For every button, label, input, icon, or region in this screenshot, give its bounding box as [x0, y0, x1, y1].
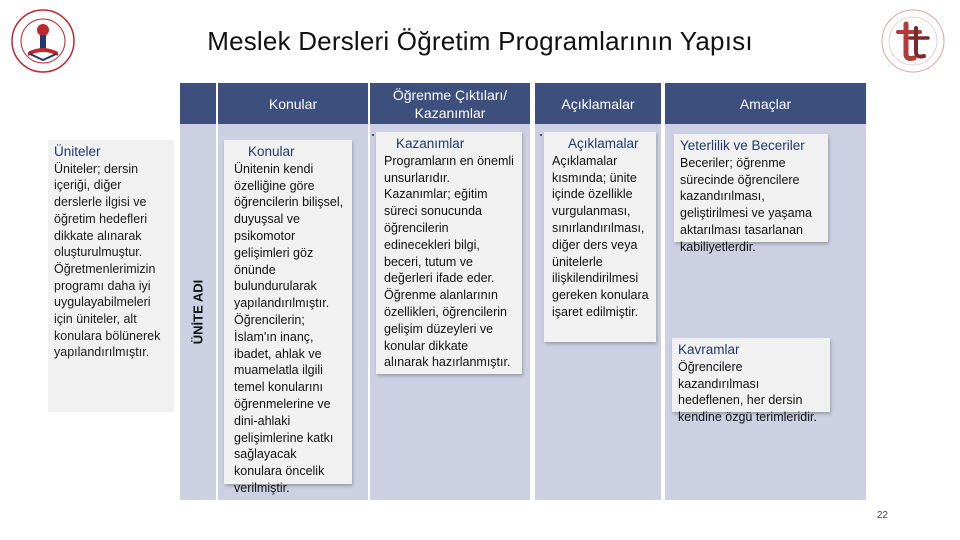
tt-logo-icon	[880, 8, 946, 74]
aciklamalar-card	[544, 132, 656, 342]
uniteler-text: Üniteler; dersin içeriği, diğer derslerle ilgisi ve öğretim hedefleri dikkate alınarak oluşturulmuştur. Öğretmenlerimizin programı daha iyi uygulayabilmeleri için üniteler, alt konulara bölünerek yapılandırılmıştır.	[54, 161, 161, 360]
konular-card-text: Ünitenin kendi özelliğine göre öğrencilerin bilişsel, duyuşsal ve psikomotor gelişimleri göz önünde bulundurularak yapılandırılmıştır. Öğrencilerin; İslam'ın inanç, ibadet, ahlak ve muamelatla ilgili temel konularını öğrenmelerine ve dini-ahlaki gelişimlerine katkı sağlayacak konulara öncelik verilmiştir.	[234, 161, 344, 495]
yeterlilik-card-heading: Yeterlilik ve Beceriler	[680, 138, 805, 153]
header-kazanimlar: Öğrenme Çıktıları/ Kazanımlar	[370, 83, 530, 124]
header-corner	[180, 83, 216, 124]
marker-dot	[372, 134, 374, 136]
slide-title: Meslek Dersleri Öğretim Programlarının Yapısı	[207, 26, 753, 56]
header-aciklamalar: Açıklamalar	[535, 83, 661, 124]
uniteler-box	[48, 140, 174, 412]
page-number: 22	[876, 510, 888, 521]
meb-logo-icon	[10, 8, 76, 74]
kazanimlar-card-heading: Kazanımlar	[396, 136, 465, 151]
konular-card-heading: Konular	[248, 144, 295, 159]
aciklamalar-card-text: Açıklamalar kısmında; ünite içinde özellikle vurgulanması, sınırlandırılması, diğer ders veya ünitelerle ilişkilendirilmesi gereken konulara işaret edilmiştir.	[552, 153, 649, 319]
konular-card	[224, 140, 352, 495]
header-amaclar: Amaçlar	[665, 83, 866, 124]
header-konular: Konular	[218, 83, 368, 124]
kazanimlar-card	[376, 132, 522, 374]
kavramlar-card-heading: Kavramlar	[678, 342, 740, 357]
kavramlar-card	[672, 338, 830, 425]
yeterlilik-card	[674, 134, 828, 254]
yeterlilik-card-text: Beceriler; öğrenme sürecinde öğrencilere kazandırılması, geliştirilmesi ve yaşama aktarılması tasarlanan kabiliyetlerdir.	[680, 155, 812, 254]
unite-adi-label: ÜNİTE ADI	[190, 279, 206, 345]
kazanimlar-card-text: Programların en önemli unsurlarıdır. Kazanımlar; eğitim süreci sonucunda öğrencilerin edinecekleri bilgi, beceri, tutum ve değerleri ifade eder. Öğrenme alanlarının özellikleri, öğrencilerin gelişim düzeyleri ve konular dikkate alınarak hazırlanmıştır.	[384, 153, 514, 370]
uniteler-heading: Üniteler	[54, 144, 101, 159]
marker-dot	[540, 134, 542, 136]
aciklamalar-card-heading: Açıklamalar	[568, 136, 639, 151]
kavramlar-card-text: Öğrencilere kazandırılması hedeflenen, her dersin kendine özgü terimleridir.	[678, 359, 817, 425]
unite-adi-column	[180, 124, 216, 500]
